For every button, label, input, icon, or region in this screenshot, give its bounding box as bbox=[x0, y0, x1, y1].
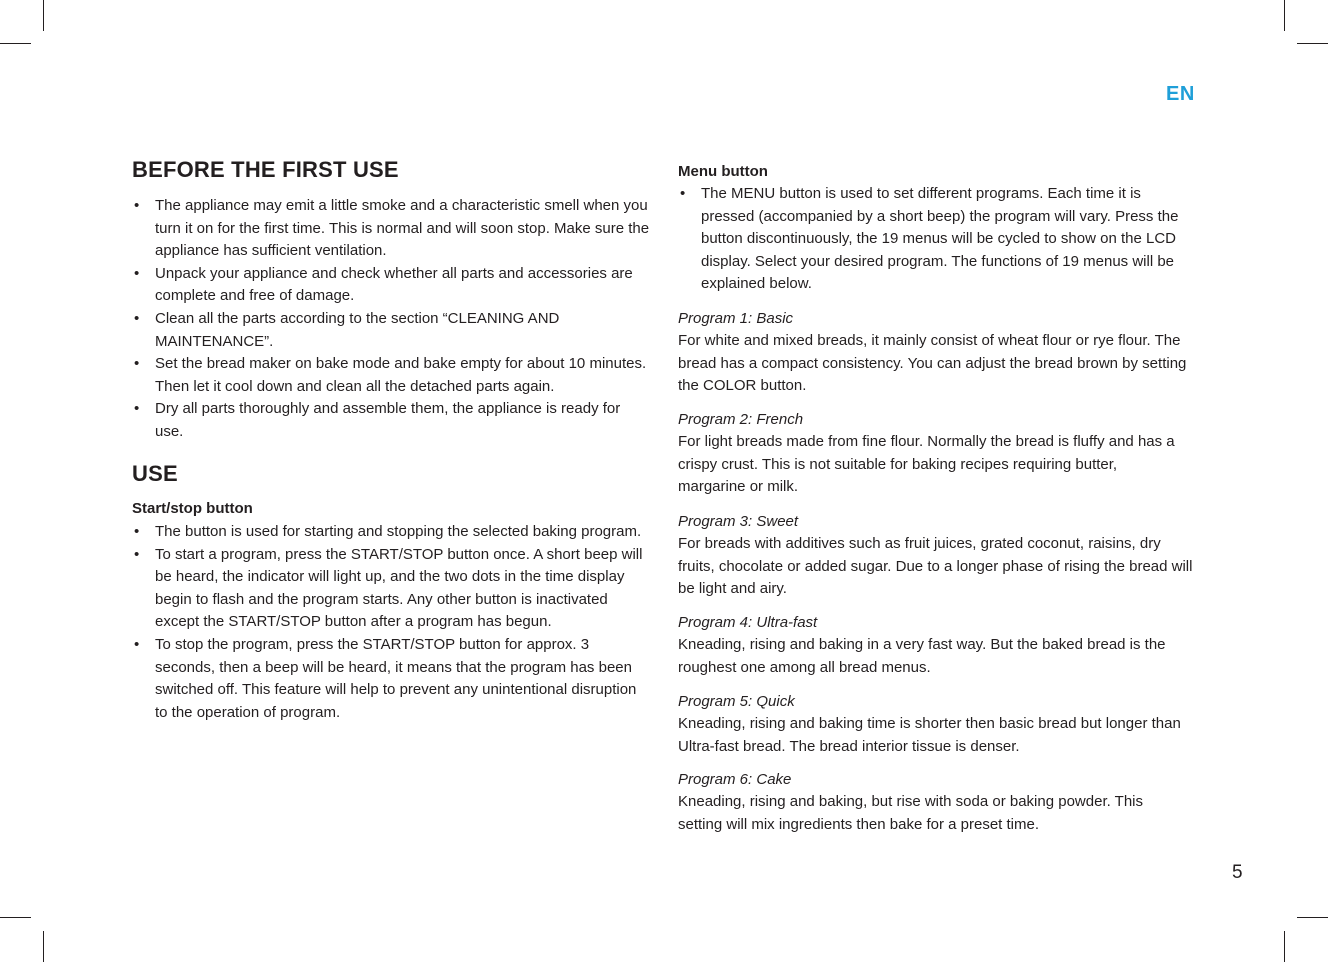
list-item: • The appliance may emit a little smoke and a characteristic smell when you turn it on for the first time. This is normal and will soon stop. Make sure the appliance has sufficient ventilation. bbox=[134, 197, 650, 260]
program-block bbox=[678, 612, 1198, 679]
program-description: Kneading, rising and baking, but rise with soda or baking powder. This setting will mix ingredients then bake for a preset time. bbox=[678, 793, 1144, 833]
list-item: • The button is used for starting and stopping the selected baking program. bbox=[134, 523, 642, 540]
program-description: For white and mixed breads, it mainly consist of wheat flour or rye flour. The bread has a compact consistency. You can adjust the bread brown by setting the COLOR button. bbox=[678, 332, 1187, 395]
section-title-before-first-use: BEFORE THE FIRST USE bbox=[132, 157, 399, 182]
program-title: Program 4: Ultra-fast bbox=[678, 614, 818, 631]
section-title-use: USE bbox=[132, 461, 178, 486]
list-item: • Clean all the parts according to the section “CLEANING AND MAINTENANCE”. bbox=[134, 309, 560, 350]
program-description: For light breads made from fine flour. Normally the bread is fluffy and has a crispy crust. This is not suitable for baking recipes requiring butter, margarine or milk. bbox=[678, 433, 1175, 496]
program-description: For breads with additives such as fruit juices, grated coconut, raisins, dry fruits, chocolate or added sugar. Due to a longer phase of rising the bread will be light and airy. bbox=[678, 535, 1193, 598]
program-description: Kneading, rising and baking in a very fast way. But the baked bread is the roughest one among all bread menus. bbox=[678, 636, 1166, 676]
program-block bbox=[678, 511, 1198, 601]
crop-mark bbox=[43, 0, 44, 31]
list-item: • Dry all parts thoroughly and assemble them, the appliance is ready for use. bbox=[134, 400, 621, 440]
menu-heading: Menu button bbox=[678, 163, 768, 180]
crop-mark bbox=[1297, 43, 1328, 44]
list-item: • To start a program, press the START/STOP button once. A short beep will be heard, the indicator will light up, and the two dots in the time display begin to flash and the program starts. Any other button is inactivated except the START/STOP button after a program has begun. bbox=[134, 545, 643, 631]
program-description: Kneading, rising and baking time is shorter then basic bread but longer than Ultra-fast bread. The bread interior tissue is denser. bbox=[678, 715, 1181, 755]
crop-mark bbox=[0, 917, 31, 918]
crop-mark bbox=[1284, 931, 1285, 962]
start-stop-heading: Start/stop button bbox=[132, 500, 253, 517]
before-first-use-list bbox=[132, 195, 652, 444]
crop-mark bbox=[1284, 0, 1285, 31]
list-item: • Set the bread maker on bake mode and bake empty for about 10 minutes. Then let it cool down and clean all the detached parts again. bbox=[134, 355, 647, 395]
program-title: Program 6: Cake bbox=[678, 771, 792, 788]
list-item: • To stop the program, press the START/STOP button for approx. 3 seconds, then a beep will be heard, it means that the program has been switched off. This feature will help to prevent any unintentional disruption to the operation of program. bbox=[134, 635, 637, 721]
crop-mark bbox=[0, 43, 31, 44]
menu-list bbox=[678, 183, 1198, 296]
program-title: Program 3: Sweet bbox=[678, 513, 799, 530]
program-block bbox=[678, 769, 1188, 836]
program-title: Program 2: French bbox=[678, 411, 804, 428]
crop-mark bbox=[43, 931, 44, 962]
start-stop-list bbox=[132, 521, 652, 724]
program-block bbox=[678, 691, 1188, 758]
program-block bbox=[678, 409, 1178, 499]
program-title: Program 1: Basic bbox=[678, 310, 794, 327]
language-label: EN bbox=[1166, 83, 1195, 105]
program-title: Program 5: Quick bbox=[678, 693, 795, 710]
crop-mark bbox=[1297, 917, 1328, 918]
list-item: • The MENU button is used to set different programs. Each time it is pressed (accompanied by a short beep) the program will vary. Press the button discontinuously, the 19 menus will be cycled to show on the LCD display. Select your desired program. The functions of 19 menus will be explained below. bbox=[680, 185, 1179, 293]
list-item: • Unpack your appliance and check whether all parts and accessories are complete and free of damage. bbox=[134, 264, 633, 305]
program-block bbox=[678, 308, 1188, 398]
page-number: 5 bbox=[1232, 862, 1243, 883]
